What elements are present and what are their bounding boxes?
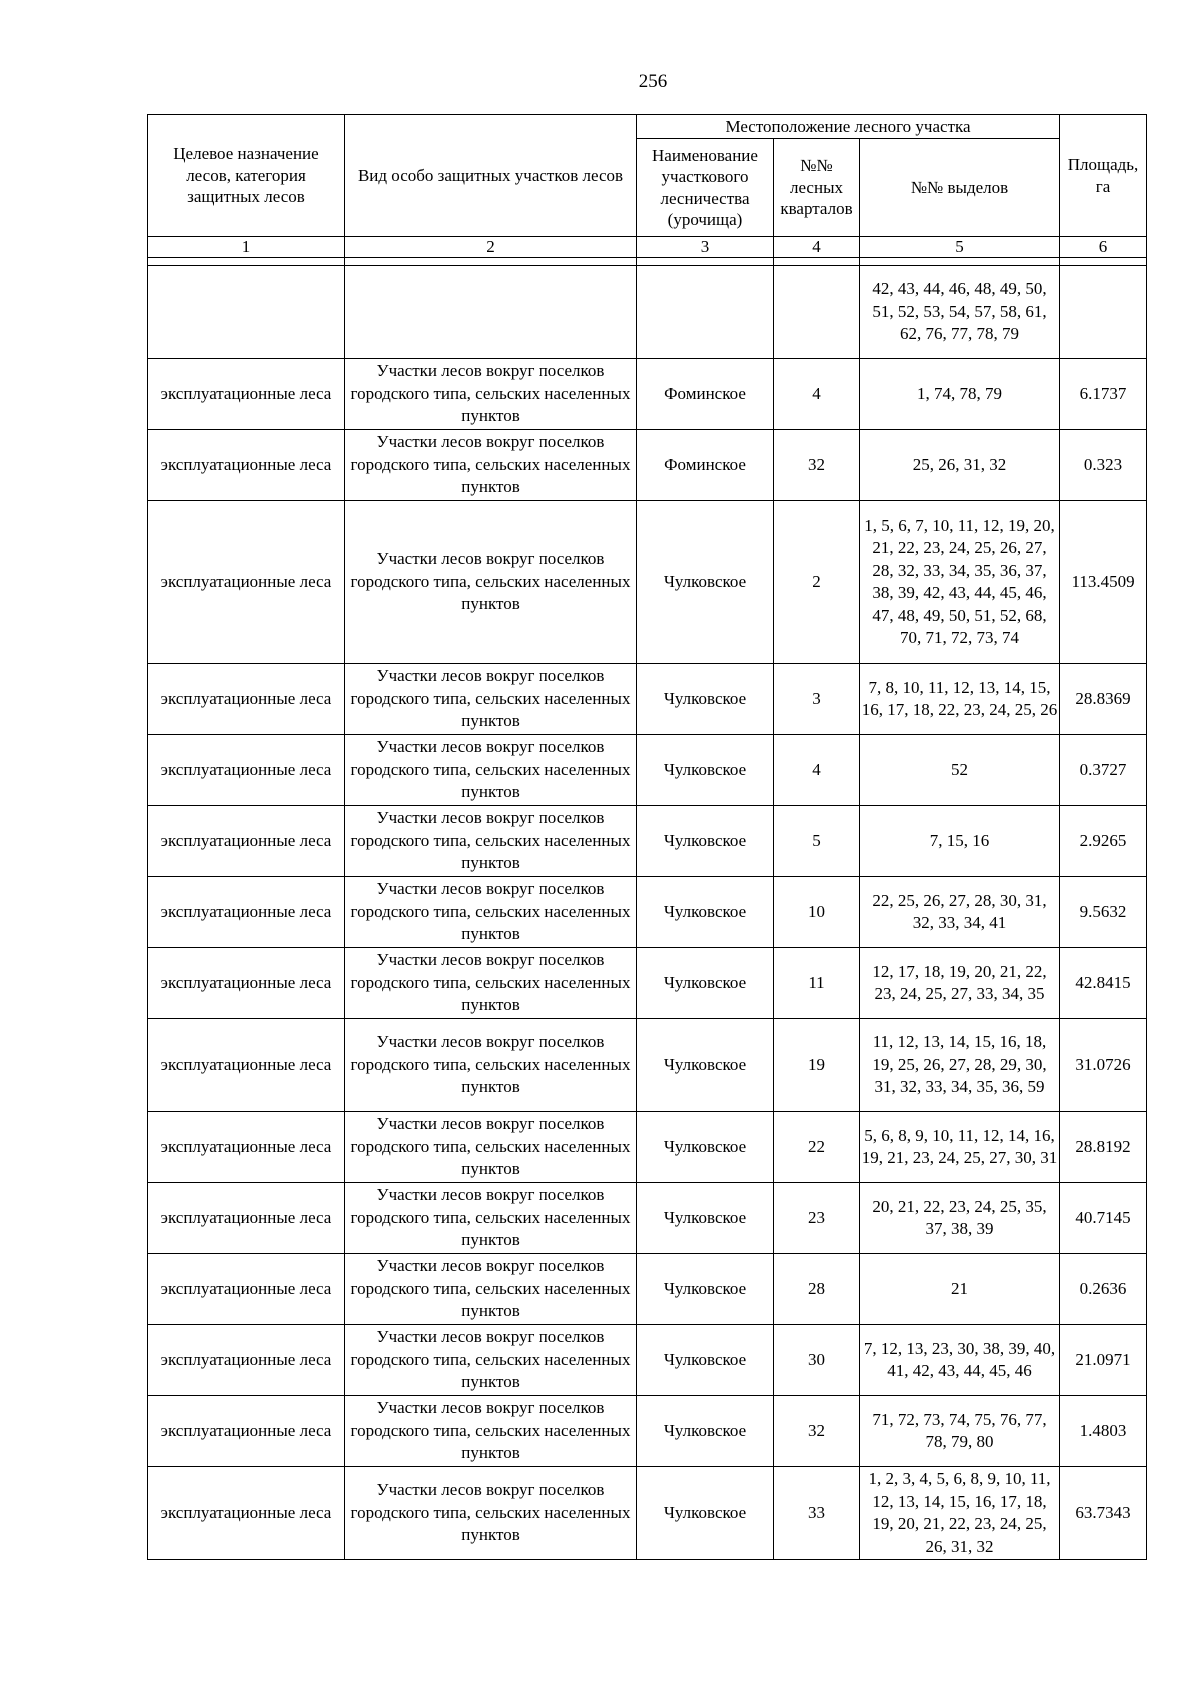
table-row (148, 948, 1147, 1019)
cell-parcels: 20, 21, 22, 23, 24, 25, 35, 37, 38, 39 (860, 1183, 1060, 1254)
cell-area: 31.0726 (1060, 1019, 1147, 1112)
cell-purpose: эксплуатационные леса (148, 735, 345, 806)
cell-parcels: 71, 72, 73, 74, 75, 76, 77, 78, 79, 80 (860, 1396, 1060, 1467)
cell-forestry (637, 266, 774, 359)
cell-parcels: 22, 25, 26, 27, 28, 30, 31, 32, 33, 34, 41 (860, 877, 1060, 948)
cell-quarter: 30 (774, 1325, 860, 1396)
cell-purpose: эксплуатационные леса (148, 430, 345, 501)
cell-area: 2.9265 (1060, 806, 1147, 877)
cell-purpose: эксплуатационные леса (148, 806, 345, 877)
table-row (148, 1112, 1147, 1183)
cell-purpose: эксплуатационные леса (148, 1254, 345, 1325)
cell-protective-type: Участки лесов вокруг поселков городского типа, сельских населенных пунктов (345, 359, 637, 430)
header-area: Площадь, га (1060, 115, 1147, 237)
cell-area: 0.3727 (1060, 735, 1147, 806)
column-number-row (148, 237, 1147, 258)
cell-area: 1.4803 (1060, 1396, 1147, 1467)
cell-quarter: 10 (774, 877, 860, 948)
cell-area: 28.8192 (1060, 1112, 1147, 1183)
cell-parcels: 7, 12, 13, 23, 30, 38, 39, 40, 41, 42, 43, 44, 45, 46 (860, 1325, 1060, 1396)
cell-protective-type: Участки лесов вокруг поселков городского типа, сельских населенных пунктов (345, 1183, 637, 1254)
cell-parcels: 42, 43, 44, 46, 48, 49, 50, 51, 52, 53, 54, 57, 58, 61, 62, 76, 77, 78, 79 (860, 266, 1060, 359)
cell-purpose: эксплуатационные леса (148, 1325, 345, 1396)
cell-area: 9.5632 (1060, 877, 1147, 948)
cell-area: 28.8369 (1060, 664, 1147, 735)
table-row (148, 735, 1147, 806)
cell-purpose: эксплуатационные леса (148, 1396, 345, 1467)
cell-parcels: 11, 12, 13, 14, 15, 16, 18, 19, 25, 26, 27, 28, 29, 30, 31, 32, 33, 34, 35, 36, 59 (860, 1019, 1060, 1112)
cell-area: 6.1737 (1060, 359, 1147, 430)
cell-purpose: эксплуатационные леса (148, 359, 345, 430)
cell-protective-type: Участки лесов вокруг поселков городского типа, сельских населенных пунктов (345, 806, 637, 877)
cell-forestry: Фоминское (637, 430, 774, 501)
cell-parcels: 7, 8, 10, 11, 12, 13, 14, 15, 16, 17, 18, 22, 23, 24, 25, 26 (860, 664, 1060, 735)
cell-protective-type: Участки лесов вокруг поселков городского типа, сельских населенных пунктов (345, 948, 637, 1019)
cell-protective-type: Участки лесов вокруг поселков городского типа, сельских населенных пунктов (345, 1396, 637, 1467)
header-location-group: Местоположение лесного участка (637, 115, 1060, 139)
table-row (148, 1396, 1147, 1467)
cell-protective-type: Участки лесов вокруг поселков городского типа, сельских населенных пунктов (345, 877, 637, 948)
cell-quarter: 4 (774, 359, 860, 430)
cell-parcels: 7, 15, 16 (860, 806, 1060, 877)
cell-quarter: 19 (774, 1019, 860, 1112)
column-number: 1 (148, 237, 345, 258)
cell-area: 0.323 (1060, 430, 1147, 501)
cell-forestry: Чулковское (637, 1254, 774, 1325)
cell-quarter: 2 (774, 501, 860, 664)
cell-forestry: Чулковское (637, 1183, 774, 1254)
table-row (148, 1325, 1147, 1396)
cell-protective-type: Участки лесов вокруг поселков городского типа, сельских населенных пунктов (345, 430, 637, 501)
cell-forestry: Чулковское (637, 1467, 774, 1560)
column-number: 4 (774, 237, 860, 258)
cell-forestry: Чулковское (637, 1112, 774, 1183)
cell-forestry: Чулковское (637, 501, 774, 664)
header-spacer-row (148, 258, 1147, 266)
cell-parcels: 21 (860, 1254, 1060, 1325)
cell-quarter: 5 (774, 806, 860, 877)
table-row (148, 1254, 1147, 1325)
table-row (148, 806, 1147, 877)
cell-parcels: 1, 74, 78, 79 (860, 359, 1060, 430)
table-row (148, 1467, 1147, 1560)
table-row (148, 501, 1147, 664)
cell-quarter: 22 (774, 1112, 860, 1183)
cell-area: 40.7145 (1060, 1183, 1147, 1254)
cell-forestry: Чулковское (637, 735, 774, 806)
column-number: 3 (637, 237, 774, 258)
cell-quarter: 4 (774, 735, 860, 806)
cell-purpose: эксплуатационные леса (148, 1019, 345, 1112)
cell-purpose: эксплуатационные леса (148, 664, 345, 735)
cell-area: 42.8415 (1060, 948, 1147, 1019)
cell-parcels: 25, 26, 31, 32 (860, 430, 1060, 501)
cell-protective-type (345, 266, 637, 359)
cell-protective-type: Участки лесов вокруг поселков городского типа, сельских населенных пунктов (345, 501, 637, 664)
header-parcels: №№ выделов (860, 139, 1060, 237)
cell-purpose: эксплуатационные леса (148, 501, 345, 664)
cell-forestry: Чулковское (637, 948, 774, 1019)
cell-quarter: 28 (774, 1254, 860, 1325)
cell-parcels: 5, 6, 8, 9, 10, 11, 12, 14, 16, 19, 21, 23, 24, 25, 27, 30, 31 (860, 1112, 1060, 1183)
table-row (148, 430, 1147, 501)
cell-quarter: 32 (774, 1396, 860, 1467)
cell-quarter (774, 266, 860, 359)
cell-area: 0.2636 (1060, 1254, 1147, 1325)
cell-parcels: 12, 17, 18, 19, 20, 21, 22, 23, 24, 25, 27, 33, 34, 35 (860, 948, 1060, 1019)
table-header (148, 115, 1147, 266)
cell-quarter: 32 (774, 430, 860, 501)
cell-purpose: эксплуатационные леса (148, 948, 345, 1019)
cell-purpose: эксплуатационные леса (148, 1112, 345, 1183)
table-row (148, 359, 1147, 430)
cell-forestry: Чулковское (637, 806, 774, 877)
table-row (148, 266, 1147, 359)
cell-quarter: 11 (774, 948, 860, 1019)
cell-area (1060, 266, 1147, 359)
cell-forestry: Чулковское (637, 1396, 774, 1467)
column-number: 6 (1060, 237, 1147, 258)
header-protective-type: Вид особо защитных участков лесов (345, 115, 637, 237)
cell-protective-type: Участки лесов вокруг поселков городского типа, сельских населенных пунктов (345, 1325, 637, 1396)
cell-quarter: 3 (774, 664, 860, 735)
cell-purpose (148, 266, 345, 359)
forest-parcels-table (147, 114, 1147, 1560)
cell-protective-type: Участки лесов вокруг поселков городского типа, сельских населенных пунктов (345, 1254, 637, 1325)
cell-protective-type: Участки лесов вокруг поселков городского типа, сельских населенных пунктов (345, 1112, 637, 1183)
cell-purpose: эксплуатационные леса (148, 877, 345, 948)
cell-purpose: эксплуатационные леса (148, 1467, 345, 1560)
cell-protective-type: Участки лесов вокруг поселков городского типа, сельских населенных пунктов (345, 1467, 637, 1560)
cell-protective-type: Участки лесов вокруг поселков городского типа, сельских населенных пунктов (345, 664, 637, 735)
cell-quarter: 23 (774, 1183, 860, 1254)
cell-purpose: эксплуатационные леса (148, 1183, 345, 1254)
cell-parcels: 1, 2, 3, 4, 5, 6, 8, 9, 10, 11, 12, 13, 14, 15, 16, 17, 18, 19, 20, 21, 22, 23, 24, 25, 26, 31, 32 (860, 1467, 1060, 1560)
cell-quarter: 33 (774, 1467, 860, 1560)
table-body (148, 266, 1147, 1560)
header-purpose: Целевое назначение лесов, категория защитных лесов (148, 115, 345, 237)
cell-protective-type: Участки лесов вокруг поселков городского типа, сельских населенных пунктов (345, 735, 637, 806)
cell-area: 63.7343 (1060, 1467, 1147, 1560)
cell-area: 21.0971 (1060, 1325, 1147, 1396)
cell-parcels: 52 (860, 735, 1060, 806)
table-row (148, 877, 1147, 948)
cell-forestry: Чулковское (637, 1019, 774, 1112)
page-number: 256 (638, 71, 668, 92)
cell-protective-type: Участки лесов вокруг поселков городского типа, сельских населенных пунктов (345, 1019, 637, 1112)
header-forestry: Наименование участкового лесничества (урочища) (637, 139, 774, 237)
table-row (148, 664, 1147, 735)
cell-forestry: Фоминское (637, 359, 774, 430)
cell-forestry: Чулковское (637, 664, 774, 735)
cell-forestry: Чулковское (637, 1325, 774, 1396)
cell-forestry: Чулковское (637, 877, 774, 948)
header-quarters: №№ лесных кварталов (774, 139, 860, 237)
cell-parcels: 1, 5, 6, 7, 10, 11, 12, 19, 20, 21, 22, 23, 24, 25, 26, 27, 28, 32, 33, 34, 35, 36, 37, 38, 39, 42, 43, 44, 45, 46, 47, 48, 49, 50, 51, 52, 68, 70, 71, 72, 73, 74 (860, 501, 1060, 664)
table-row (148, 1183, 1147, 1254)
cell-area: 113.4509 (1060, 501, 1147, 664)
table-row (148, 1019, 1147, 1112)
column-number: 2 (345, 237, 637, 258)
column-number: 5 (860, 237, 1060, 258)
